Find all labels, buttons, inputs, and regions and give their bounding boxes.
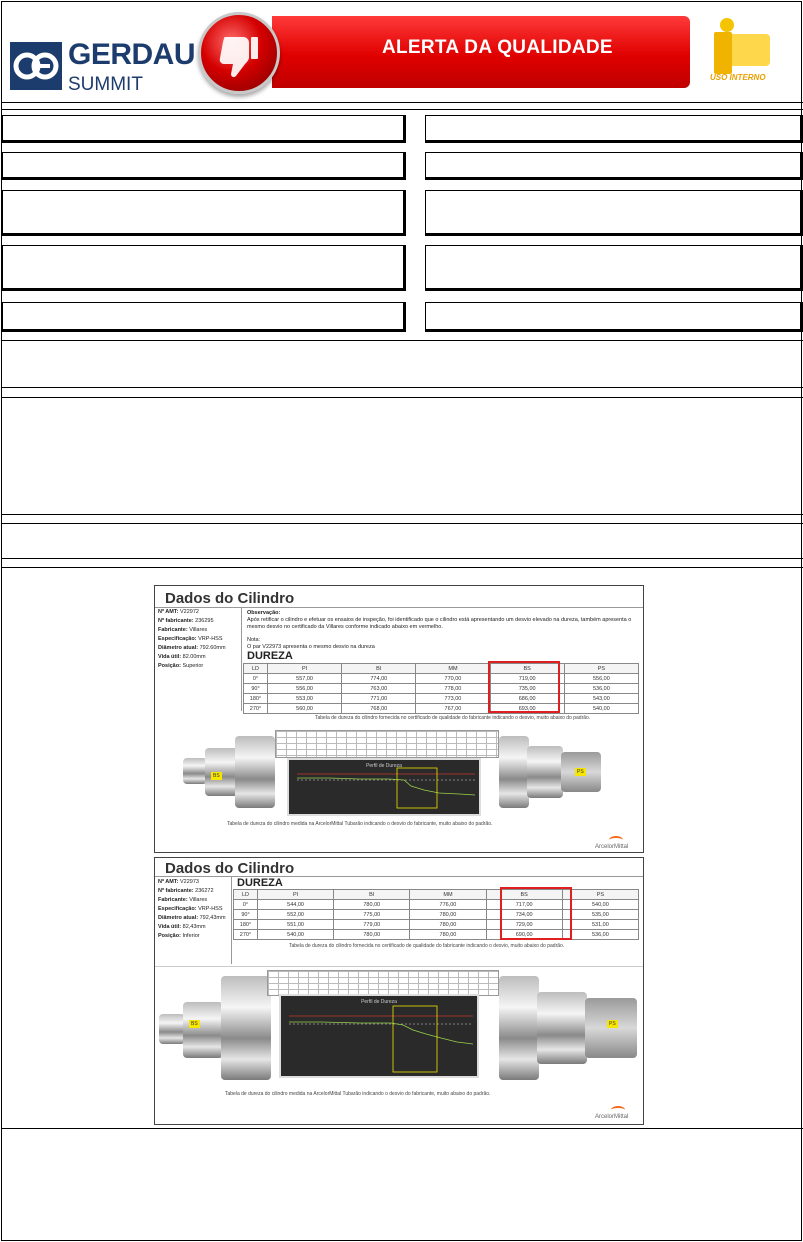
- observation: Observação: Após retificar o cilindro e efetuar os ensaios de inspeção, foi identificado que o cilindro está apresentando um desvio elevado na dureza, também apresenta o mesmo desvio no certificado da Villares conforme indicado abaixo em vermelho. Nota: O par V22973 apresenta o mesmo desvio na dureza: [247, 610, 632, 650]
- table-row: [244, 694, 639, 704]
- table-row: [234, 930, 639, 940]
- table-cell: 556,00: [268, 684, 342, 694]
- form-field-5-left[interactable]: [2, 302, 406, 332]
- column-header: BI: [342, 664, 416, 674]
- table-cell: 717,00: [486, 900, 562, 910]
- action-box[interactable]: [2, 523, 803, 559]
- deviation-highlight: [488, 661, 560, 713]
- details-box[interactable]: [2, 397, 803, 515]
- table-cell: 552,00: [258, 910, 334, 920]
- card-title: Dados do Cilindro: [165, 860, 295, 877]
- table-row: [244, 674, 639, 684]
- ps-tag: PS: [609, 1021, 616, 1027]
- id-card-icon: [726, 34, 770, 66]
- form-field-2-left[interactable]: [2, 152, 406, 180]
- table-cell: 778,00: [416, 684, 490, 694]
- internal-use-badge: [706, 18, 770, 86]
- form-field-4-left[interactable]: [2, 245, 406, 291]
- form-field-4-right[interactable]: [425, 245, 803, 291]
- form-field-3-right[interactable]: [425, 190, 803, 236]
- gerdau-logo: [10, 24, 196, 95]
- table-cell: 531,00: [562, 920, 638, 930]
- hardness-profile-plot: Perfil de Dureza: [279, 994, 479, 1078]
- table-cell: 560,00: [268, 704, 342, 714]
- table-cell: 767,00: [416, 704, 490, 714]
- page-title: ALERTA DA QUALIDADE: [382, 37, 613, 58]
- column-header: BI: [334, 890, 410, 900]
- table-cell: 180°: [234, 920, 258, 930]
- table-cell: 780,00: [334, 930, 410, 940]
- table-cell: 544,00: [258, 900, 334, 910]
- table-cell: 270°: [234, 930, 258, 940]
- table-cell: 540,00: [258, 930, 334, 940]
- table-cell: 734,00: [486, 910, 562, 920]
- table-cell: 735,00: [490, 684, 564, 694]
- table-cell: 779,00: [334, 920, 410, 930]
- table-cell: 773,00: [416, 694, 490, 704]
- table-cell: 775,00: [334, 910, 410, 920]
- column-header: BS: [486, 890, 562, 900]
- hardness-label: DUREZA: [247, 650, 293, 662]
- hardness-profile-plot: Perfil de Dureza: [287, 758, 481, 816]
- description-box[interactable]: [2, 340, 803, 388]
- table-cell: 0°: [234, 900, 258, 910]
- gerdau-logo-mark-icon: [10, 42, 62, 90]
- table-cell: 729,00: [486, 920, 562, 930]
- ps-tag: PS: [577, 769, 584, 775]
- table-cell: 553,00: [268, 694, 342, 704]
- form-field-1-right[interactable]: [425, 115, 803, 143]
- table-cell: 780,00: [410, 920, 486, 930]
- hardness-table: [233, 889, 639, 940]
- table-cell: 686,00: [490, 694, 564, 704]
- bs-tag: BS: [191, 1021, 198, 1027]
- table-cell: 557,00: [268, 674, 342, 684]
- column-header: BS: [490, 664, 564, 674]
- header: [2, 2, 803, 102]
- table-cell: 690,00: [486, 930, 562, 940]
- deviation-highlight: [500, 887, 572, 940]
- table-cell: 90°: [244, 684, 268, 694]
- table-cell: 90°: [234, 910, 258, 920]
- footer-brand: ArcelorMittal: [595, 1114, 629, 1120]
- hardness-table: [243, 663, 639, 714]
- table-cell: 771,00: [342, 694, 416, 704]
- table-row: [234, 920, 639, 930]
- roll-image: [183, 726, 603, 818]
- form-field-5-right[interactable]: [425, 302, 803, 332]
- column-header: MM: [410, 890, 486, 900]
- form-field-2-right[interactable]: [425, 152, 803, 180]
- table-cell: 780,00: [334, 900, 410, 910]
- brand-name: GERDAU: [68, 38, 196, 71]
- hardness-label: DUREZA: [237, 877, 283, 889]
- image-caption: Tabela de dureza do cilindro medida na ArcelorMittal Tubarão indicando o desvio do fabricante, muito abaixo do padrão.: [227, 821, 493, 827]
- table-cell: 270°: [244, 704, 268, 714]
- table-caption: Tabela de dureza do cilindro fornecida no certificado de qualidade do fabricante indicando o desvio, muito abaixo do padrão.: [289, 943, 565, 949]
- thumbs-down-icon: [198, 12, 280, 94]
- table-cell: 540,00: [564, 704, 638, 714]
- table-cell: 180°: [244, 694, 268, 704]
- table-cell: 768,00: [342, 704, 416, 714]
- column-header: LD: [244, 664, 268, 674]
- table-row: [234, 910, 639, 920]
- footer-brand: ArcelorMittal: [595, 844, 629, 850]
- arcelormittal-logo-icon: [609, 836, 623, 844]
- table-caption: Tabela de dureza do cilindro fornecida no certificado de qualidade do fabricante indicando o desvio, muito abaixo do padrão.: [315, 715, 591, 721]
- table-cell: 536,00: [564, 684, 638, 694]
- table-cell: 551,00: [258, 920, 334, 930]
- bs-tag: BS: [213, 773, 220, 779]
- column-header: PS: [564, 664, 638, 674]
- roll-image: [159, 968, 639, 1086]
- table-cell: 556,00: [564, 674, 638, 684]
- column-header: PS: [562, 890, 638, 900]
- table-cell: 719,00: [490, 674, 564, 684]
- form-field-3-left[interactable]: [2, 190, 406, 236]
- evidence-card-1: [154, 585, 644, 853]
- brand-subname: SUMMIT: [68, 74, 143, 95]
- cylinder-specs: Nº AMT: V22973 Nº fabricante: 236272 Fabricante: Villares Especificação: VRP-HSS Diâmetro atual: 792,43mm Vida útil: 82,43mm Posição: Inferior: [158, 879, 226, 939]
- table-cell: 0°: [244, 674, 268, 684]
- document-frame: [1, 1, 802, 1241]
- column-header: MM: [416, 664, 490, 674]
- table-cell: 540,00: [562, 900, 638, 910]
- card-title: Dados do Cilindro: [165, 590, 295, 607]
- table-cell: 780,00: [410, 930, 486, 940]
- table-cell: 543,00: [564, 694, 638, 704]
- table-cell: 535,00: [562, 910, 638, 920]
- table-cell: 536,00: [562, 930, 638, 940]
- cylinder-specs: Nº AMT: V22972 Nº fabricante: 236295 Fabricante: Villares Especificação: VRP-HSS Diâmetro atual: 792.60mm Vida útil: 82.00mm Posição: Superior: [158, 609, 226, 669]
- image-caption: Tabela de dureza do cilindro medida na ArcelorMittal Tubarão indicando o desvio do fabricante, muito abaixo do padrão.: [225, 1091, 491, 1097]
- column-header: PI: [268, 664, 342, 674]
- table-cell: 770,00: [416, 674, 490, 684]
- arcelormittal-logo-icon: [611, 1106, 625, 1114]
- table-cell: 780,00: [410, 910, 486, 920]
- badge-label: USO INTERNO: [710, 73, 766, 82]
- table-cell: 774,00: [342, 674, 416, 684]
- table-row: [234, 900, 639, 910]
- table-row: [244, 704, 639, 714]
- evidence-card-2: [154, 857, 644, 1125]
- table-cell: 693,00: [490, 704, 564, 714]
- table-cell: 776,00: [410, 900, 486, 910]
- column-header: PI: [258, 890, 334, 900]
- form-field-1-left[interactable]: [2, 115, 406, 143]
- table-row: [244, 684, 639, 694]
- column-header: LD: [234, 890, 258, 900]
- table-cell: 763,00: [342, 684, 416, 694]
